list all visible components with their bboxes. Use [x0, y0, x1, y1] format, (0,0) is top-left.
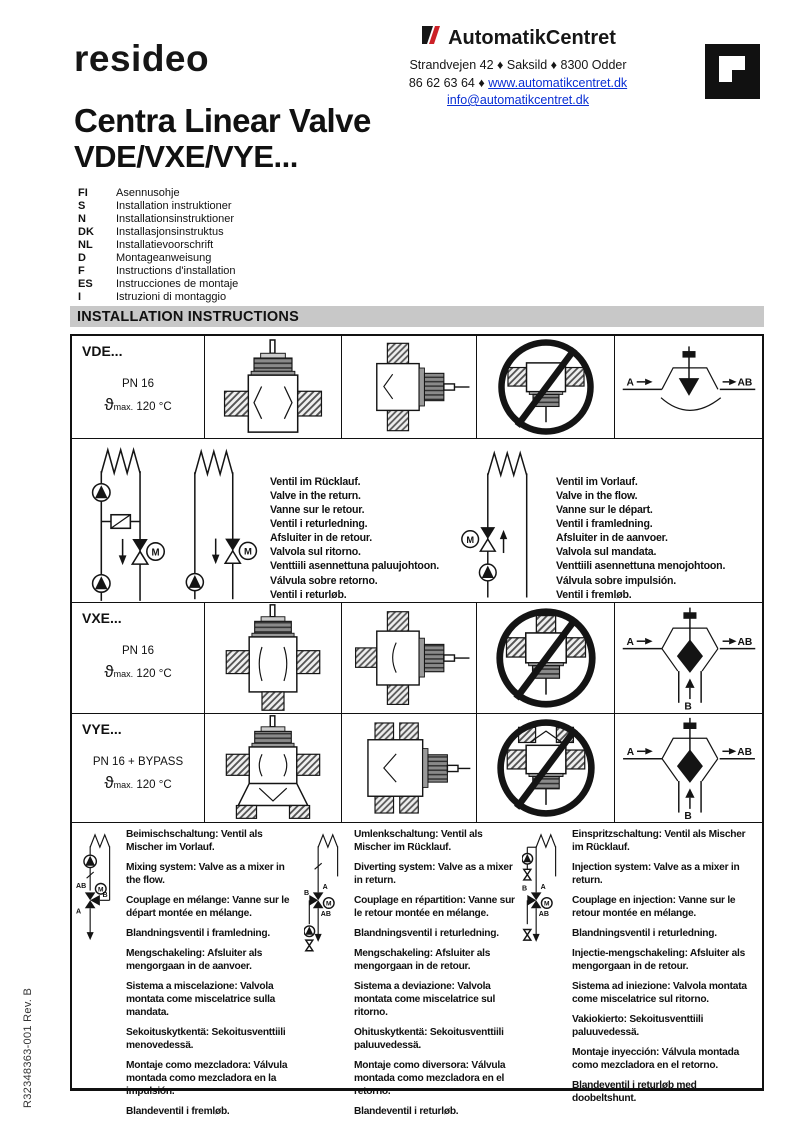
- language-code: N: [78, 213, 86, 226]
- valve-in-flow-text: [550, 442, 757, 602]
- mixing-system-column: [76, 826, 304, 1123]
- system-paragraph: Injectie-mengschakeling: Afsluiter als mengorgaan in de retour.: [572, 948, 745, 972]
- language-row: [78, 226, 238, 239]
- svg-text:B: B: [522, 885, 528, 893]
- company-phone-line: 86 62 63 64 ♦ www.automatikcentret.dk: [408, 75, 628, 90]
- company-name: AutomatikCentret: [448, 26, 616, 49]
- svg-text:A: A: [625, 636, 634, 648]
- text-line: Válvula sobre impulsión.: [556, 574, 677, 587]
- system-paragraph: Sistema ad iniezione: Valvola montata come miscelatrice sul ritorno.: [572, 981, 747, 1005]
- language-code: S: [78, 200, 86, 213]
- svg-text:A: A: [625, 377, 634, 389]
- system-paragraph: Diverting system: Valve as a mixer in return.: [354, 862, 513, 886]
- page-title: Centra Linear Valve: [74, 102, 371, 139]
- vye-side-view-drawing: [342, 714, 477, 822]
- system-paragraph: Mengschakeling: Afsluiter als mengorgaan in de retour.: [354, 948, 491, 972]
- language-row: [78, 251, 238, 264]
- document-code: R32348363-001 Rev. B: [22, 987, 34, 1108]
- system-paragraph: Blandeventil i returløb.: [354, 1105, 459, 1117]
- language-row: [78, 200, 238, 213]
- language-row: [78, 264, 238, 277]
- vye-forbidden-orientation-drawing: [477, 714, 615, 822]
- vxe-name: VXE...: [82, 610, 122, 626]
- svg-text:A: A: [76, 908, 82, 916]
- company-address: Strandvejen 42 ♦ Saksild ♦ 8300 Odder: [409, 58, 627, 72]
- diverting-system-text: [352, 826, 522, 1123]
- text-line: Ventil i framledning.: [556, 518, 653, 531]
- vde-name: VDE...: [82, 343, 123, 359]
- language-code: NL: [78, 239, 93, 251]
- diverting-system-column: [304, 826, 522, 1123]
- system-paragraph: Sistema a miscelazione: Valvola montata come miscelatrice sulla mandata.: [126, 981, 276, 1018]
- language-list: [78, 187, 238, 303]
- language-code: F: [78, 264, 85, 277]
- svg-text:AB: AB: [737, 636, 752, 648]
- diverting-system-diagram: [304, 826, 352, 1123]
- svg-text:B: B: [683, 811, 692, 820]
- return-circuit-diagram-1: [80, 442, 172, 602]
- language-row: [78, 277, 238, 290]
- page-subtitle: VDE/VXE/VYE...: [74, 139, 298, 174]
- valve-in-return-text: [266, 442, 458, 602]
- vye-flow-schematic: [615, 714, 762, 822]
- text-line: Venttiili asennettuna paluujohtoon.: [270, 560, 439, 573]
- vxe-side-view-drawing: [342, 603, 477, 713]
- system-paragraph: Injection system: Valve as a mixer in return.: [572, 862, 740, 886]
- system-paragraph: Einspritzschaltung: Ventil als Mischer im Rücklauf.: [572, 829, 746, 853]
- svg-text:B: B: [304, 890, 310, 897]
- resideo-wordmark: resideo: [74, 38, 210, 79]
- svg-text:M: M: [466, 534, 475, 545]
- system-paragraph: Montaje como mezcladora: Válvula montada como mezcladora en la impulsión.: [126, 1060, 288, 1097]
- injection-system-diagram: [522, 826, 570, 1123]
- vxe-front-view-drawing: [205, 603, 342, 713]
- language-code: D: [78, 251, 86, 264]
- text-line: Afsluiter in de retour.: [270, 532, 372, 545]
- svg-text:B: B: [683, 701, 692, 711]
- injection-system-column: [522, 826, 760, 1123]
- company-header: [358, 24, 678, 110]
- language-label: Instructions d'installation: [116, 264, 236, 277]
- text-line: Vanne sur le retour.: [270, 504, 365, 517]
- language-code: DK: [78, 226, 94, 239]
- language-row: [78, 239, 238, 252]
- svg-text:AB: AB: [538, 911, 550, 919]
- system-paragraph: Umlenkschaltung: Ventil als Mischer im Rücklauf.: [354, 829, 483, 853]
- section-header-bar: INSTALLATION INSTRUCTIONS: [70, 306, 764, 327]
- system-paragraph: Sekoituskytkentä: Sekoitusventtiili menovedessä.: [126, 1027, 286, 1051]
- vye-front-view-drawing: [205, 714, 342, 822]
- resideo-square-mark: [705, 44, 760, 104]
- language-row: [78, 213, 238, 226]
- text-line: Valve in the return.: [270, 490, 361, 503]
- text-line: Vanne sur le départ.: [556, 504, 653, 517]
- system-paragraph: Blandningsventil i framledning.: [126, 928, 270, 939]
- svg-text:A: A: [626, 747, 634, 758]
- vde-flow-schematic: [615, 336, 762, 438]
- vxe-flow-schematic: [615, 603, 762, 713]
- text-line: Afsluiter in de aanvoer.: [556, 532, 668, 545]
- text-line: Valve in the flow.: [556, 490, 638, 503]
- installation-table: [70, 334, 764, 1117]
- language-code: FI: [78, 187, 88, 200]
- text-line: Válvula sobre retorno.: [270, 574, 378, 587]
- text-line: Venttiili asennettuna menojohtoon.: [556, 560, 726, 573]
- system-paragraph: Blandeventil i returløb med doobeltshunt.: [572, 1080, 697, 1104]
- system-paragraph: Blandeventil i fremløb.: [126, 1105, 230, 1117]
- language-label: Installasjonsinstruktus: [116, 226, 224, 239]
- system-paragraph: Ohituskytkentä: Sekoitusventtiili paluuvedessä.: [354, 1027, 504, 1051]
- system-paragraph: Beimischschaltung: Ventil als Mischer im Vorlauf.: [126, 829, 263, 853]
- vde-row: [72, 336, 762, 439]
- svg-text:A: A: [322, 883, 328, 891]
- return-circuit-diagram-2: [174, 442, 264, 602]
- svg-text:AB: AB: [320, 911, 332, 919]
- svg-text:AB: AB: [736, 747, 752, 758]
- svg-text:M: M: [151, 547, 160, 559]
- text-line: Ventil i returledning.: [270, 518, 368, 531]
- orientation-row: [72, 439, 762, 603]
- automatikcentret-logo-icon: [420, 24, 442, 52]
- website-link[interactable]: www.automatikcentret.dk: [488, 75, 628, 90]
- svg-text:M: M: [326, 900, 332, 908]
- systems-row: [72, 823, 762, 1123]
- mixing-system-diagram: [76, 826, 124, 1123]
- svg-text:B: B: [102, 891, 108, 899]
- svg-text:AB: AB: [737, 377, 752, 389]
- vxe-specs: PN 16 ϑmax. 120 °C: [104, 645, 172, 681]
- vye-name: VYE...: [82, 721, 122, 737]
- system-paragraph: Vakiokierto: Sekoitusventtiili paluuvedessä.: [572, 1014, 704, 1038]
- language-label: Installation instruktioner: [116, 200, 232, 213]
- svg-text:A: A: [540, 883, 546, 891]
- vye-label-cell: [72, 714, 205, 822]
- language-label: Montageanweisung: [116, 251, 212, 264]
- language-label: Instrucciones de montaje: [116, 277, 239, 290]
- system-paragraph: Couplage en mélange: Vanne sur le départ montée en mélange.: [126, 895, 290, 919]
- svg-text:M: M: [544, 900, 550, 908]
- system-paragraph: Montaje como diversora: Válvula montada como mezcladora en el retorno.: [354, 1060, 506, 1097]
- text-line: Ventil i returløb.: [270, 588, 347, 601]
- text-line: Valvola sul mandata.: [556, 546, 657, 559]
- system-paragraph: Blandningsventil i returledning.: [572, 928, 717, 939]
- injection-system-text: [570, 826, 760, 1123]
- language-row: [78, 290, 238, 303]
- system-paragraph: Montaje inyección: Válvula montada como mezcladora en el retorno.: [572, 1047, 739, 1071]
- system-paragraph: Mengschakeling: Afsluiter als mengorgaan in de aanvoer.: [126, 948, 263, 972]
- vde-label-cell: [72, 336, 205, 438]
- language-code: I: [78, 290, 82, 303]
- language-label: Asennusohje: [116, 187, 180, 200]
- text-line: Ventil im Vorlauf.: [556, 476, 638, 488]
- svg-text:M: M: [98, 886, 104, 894]
- system-paragraph: Blandningsventil i returledning.: [354, 928, 499, 939]
- language-label: Installationsinstruktioner: [116, 213, 235, 226]
- vde-specs: PN 16 ϑmax. 120 °C: [104, 378, 172, 414]
- vde-front-view-drawing: [205, 336, 342, 438]
- vxe-label-cell: [72, 603, 205, 713]
- vde-side-view-drawing: [342, 336, 477, 438]
- svg-text:AB: AB: [76, 882, 87, 890]
- vde-forbidden-orientation-drawing: [477, 336, 615, 438]
- language-code: ES: [78, 277, 93, 290]
- text-line: Ventil im Rücklauf.: [270, 476, 361, 488]
- text-line: Ventil i fremløb.: [556, 588, 632, 601]
- svg-text:M: M: [243, 546, 252, 558]
- text-line: Valvola sul ritorno.: [270, 546, 361, 559]
- vxe-row: [72, 603, 762, 714]
- vxe-forbidden-orientation-drawing: [477, 603, 615, 713]
- email-link[interactable]: info@automatikcentret.dk: [447, 93, 589, 107]
- language-label: Istruzioni di montaggio: [116, 290, 227, 303]
- system-paragraph: Couplage en injection: Vanne sur le retour montée en mélange.: [572, 895, 736, 919]
- flow-circuit-diagram: [460, 442, 548, 602]
- language-label: Installatievoorschrift: [116, 239, 214, 251]
- system-paragraph: Sistema a deviazione: Valvola montata come miscelatrice sul ritorno.: [354, 981, 496, 1018]
- vye-specs: PN 16 + BYPASS ϑmax. 120 °C: [92, 756, 184, 792]
- vye-row: [72, 714, 762, 823]
- system-paragraph: Mixing system: Valve as a mixer in the flow.: [126, 862, 285, 886]
- language-row: [78, 187, 238, 200]
- system-paragraph: Couplage en répartition: Vanne sur le retour montée en mélange.: [354, 895, 515, 919]
- mixing-system-text: [124, 826, 304, 1123]
